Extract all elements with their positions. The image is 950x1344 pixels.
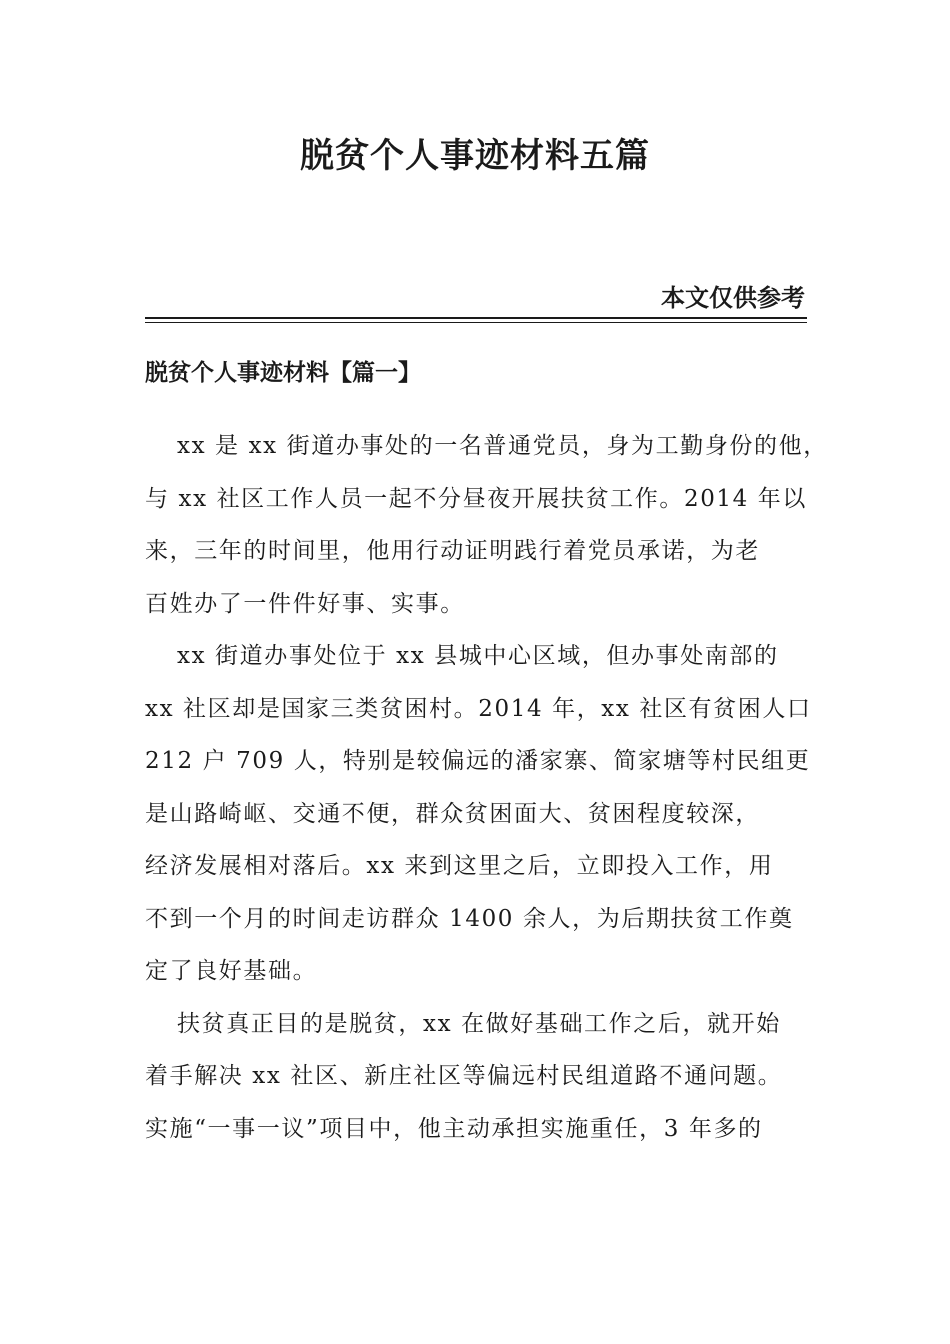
text-line: xx 街道办事处位于 xx 县城中心区域，但办事处南部的 <box>177 643 779 669</box>
text-line: 着手解决 xx 社区、新庄社区等偏远村民组道路不通问题。 <box>145 1063 783 1089</box>
text-line: 不到一个月的时间走访群众 1400 余人，为后期扶贫工作奠 <box>145 905 794 932</box>
reference-note: 本文仅供参考 <box>661 284 805 312</box>
text-line: 扶贫真正目的是脱贫，xx 在做好基础工作之后，就开始 <box>177 1010 781 1037</box>
text-line: 定了良好基础。 <box>145 958 318 984</box>
text-line: 百姓办了一件件好事、实事。 <box>145 590 465 617</box>
document-body <box>145 420 828 1155</box>
text-line: 经济发展相对落后。xx 来到这里之后，立即投入工作，用 <box>145 853 774 879</box>
paragraph-2 <box>145 630 815 998</box>
text-line: xx 是 xx 街道办事处的一名普通党员，身为工勤身份的他， <box>177 433 828 459</box>
document-title: 脱贫个人事迹材料五篇 <box>300 136 650 176</box>
section-heading: 脱贫个人事迹材料【篇一】 <box>145 360 421 386</box>
text-line: 是山路崎岖、交通不便，群众贫困面大、贫困程度较深， <box>145 800 760 827</box>
paragraph-1 <box>145 420 828 630</box>
text-line: xx 社区却是国家三类贫困村。2014 年，xx 社区有贫困人口 <box>145 695 812 722</box>
paragraph-3 <box>145 998 815 1156</box>
header-rule-thick <box>145 317 807 319</box>
text-line: 实施“一事一议”项目中，他主动承担实施重任，3 年多的 <box>145 1115 763 1142</box>
text-line: 来，三年的时间里，他用行动证明践行着党员承诺，为老 <box>145 538 760 564</box>
text-line: 与 xx 社区工作人员一起不分昼夜开展扶贫工作。2014 年以 <box>145 485 808 512</box>
text-line: 212 户 709 人，特别是较偏远的潘家寨、简家塘等村民组更 <box>145 748 811 774</box>
header-rule-thin <box>145 322 807 323</box>
